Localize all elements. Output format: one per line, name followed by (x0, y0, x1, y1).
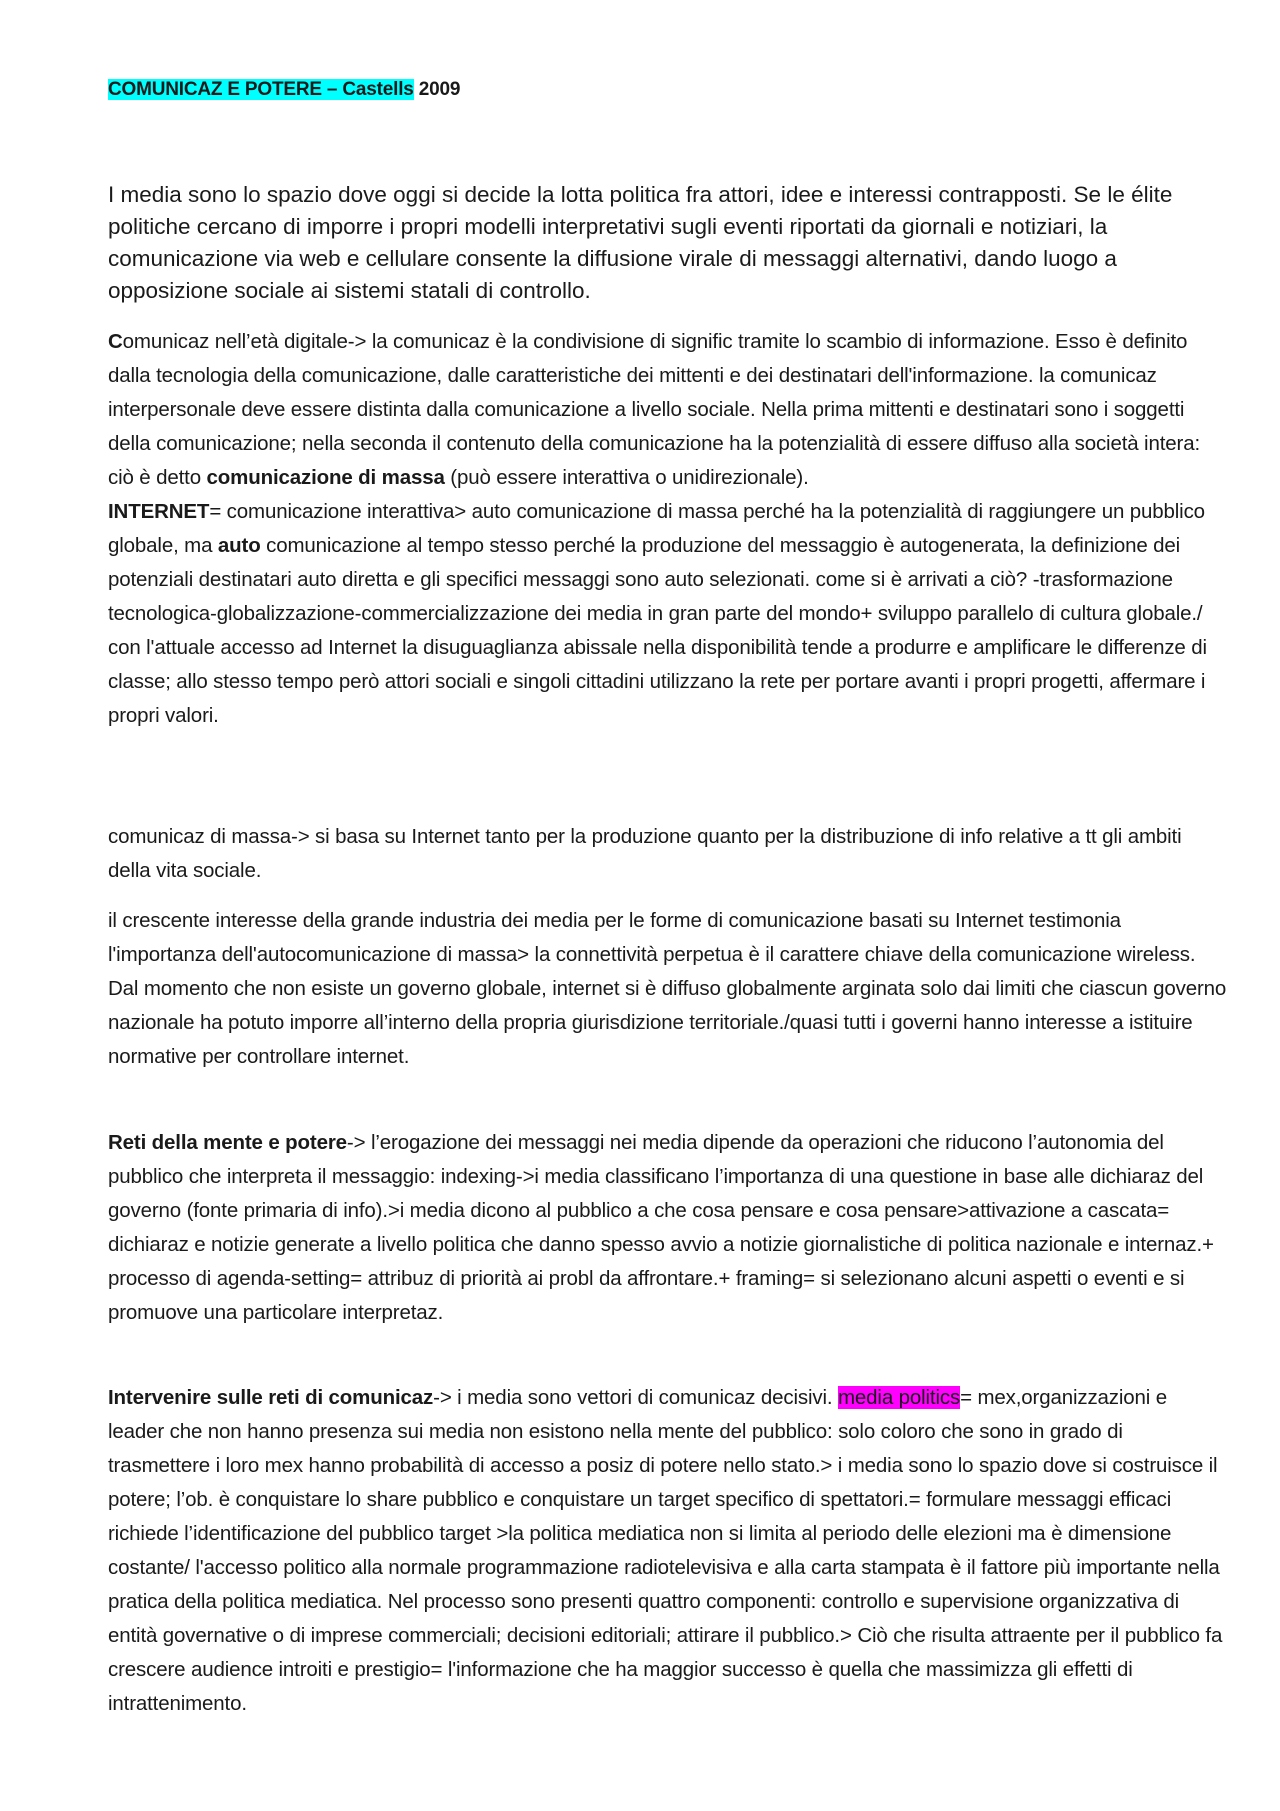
term-internet: INTERNET (108, 500, 210, 523)
paragraph-comunicaz-eta-digitale (108, 325, 1228, 733)
p3-text-a: il crescente interesse della grande industria dei media per le forme di comunicazione basati su Internet testimonia l'importanza dell'autocomunicazione di massa> la connettività perpetua è il carattere chiave della comunicazione wireless. (108, 909, 1196, 966)
p1-text-d: comunicazione al tempo stesso perché la produzione del messaggio è autogenerata, la definizione dei potenziali destinatari auto diretta e gli specifici messaggi sono auto selezionati. come si è arrivati a ciò? -trasformazione tecnologica-globalizzazione-commercializzazione dei media in gran parte del mondo+ sviluppo parallelo di cultura globale./ con l'attuale accesso ad Internet la disuguaglianza abissale nella disponibilità tende a produrre e amplificare le differenze di classe; allo stesso tempo però attori sociali e singoli cittadini utilizzano la rete per portare avanti i propri progetti, affermare i propri valori. (108, 534, 1207, 727)
term-auto: auto (217, 534, 261, 557)
paragraph-intervenire-sulle-reti (108, 1381, 1228, 1721)
document-title (108, 79, 460, 101)
p1-text-c: = comunicazione interattiva> auto comunicazione di massa perché ha la potenzialità di raggiungere un pubblico globale, ma (108, 500, 1205, 557)
paragraph-industria-media (108, 904, 1228, 1074)
title-year: 2009 (418, 79, 461, 100)
term-comunicazione-di-massa: comunicazione di massa (206, 466, 445, 489)
paragraph-comunicaz-di-massa: comunicaz di massa-> si basa su Internet tanto per la produzione quanto per la distribuzione di info relative a tt gli ambiti della vita sociale. (108, 825, 1182, 882)
p1-text-a: omunicaz nell’età digitale-> la comunicaz è la condivisione di signific tramite lo scambio di informazione. Esso è definito dalla tecnologia della comunicazione, dalle caratteristiche dei mittenti e dei destinatari dell'informazione. la comunicaz interpersonale deve essere distinta dalla comunicazione a livello sociale. Nella prima mittenti e destinatari sono i soggetti della comunicazione; nella seconda il contenuto della comunicazione ha la potenzialità di essere diffuso alla società intera: ciò è detto (108, 330, 1200, 489)
heading-reti-della-mente: Reti della mente e potere (108, 1131, 347, 1154)
term-media-politics-highlight: media politics (837, 1386, 961, 1409)
p5-text-a: -> i media sono vettori di comunicaz decisivi. (433, 1386, 838, 1409)
paragraph-reti-della-mente (108, 1126, 1228, 1330)
p1-text-b: (può essere interattiva o unidirezionale). (444, 466, 809, 489)
heading-intervenire-reti: Intervenire sulle reti di comunicaz (108, 1386, 434, 1409)
intro-paragraph: I media sono lo spazio dove oggi si decide la lotta politica fra attori, idee e interessi contrapposti. Se le élite politiche cercano di imporre i propri modelli interpretativi sugli eventi riportati da giornali e notiziari, la comunicazione via web e cellulare consente la diffusione virale di messaggi alternativi, dando luogo a opposizione sociale ai sistemi statali di controllo. (108, 182, 1173, 303)
drop-letter: C (108, 330, 123, 353)
p3-text-b: Dal momento che non esiste un governo globale, internet si è diffuso globalmente arginata solo dai limiti che ciascun governo nazionale ha potuto imporre all’interno della propria giurisdizione territoriale./quasi tutti i governi hanno interesse a istituire normative per controllare internet. (108, 977, 1227, 1068)
title-highlight: COMUNICAZ E POTERE – Castells (108, 79, 414, 100)
p5-text-b: = mex,organizzazioni e leader che non hanno presenza sui media non esistono nella mente del pubblico: solo coloro che sono in grado di trasmettere i loro mex hanno probabilità di accesso a posiz di potere nello stato.> i media sono lo spazio dove si costruisce il potere; l’ob. è conquistare lo share pubblico e conquistare un target specifico di spettatori.= formulare messaggi efficaci richiede l’identificazione del pubblico target >la politica mediatica non si limita al periodo delle elezioni ma è dimensione costante/ l'accesso politico alla normale programmazione radiotelevisiva e alla carta stampata è il fattore più importante nella pratica della politica mediatica. Nel processo sono presenti quattro componenti: controllo e supervisione organizzativa di entità governative o di imprese commerciali; decisioni editoriali; attirare il pubblico.> Ciò che risulta attraente per il pubblico fa crescere audience introiti e prestigio= l'informazione che ha maggior successo è quella che massimizza gli effetti di intrattenimento. (108, 1386, 1223, 1715)
p4-text: -> l’erogazione dei messaggi nei media dipende da operazioni che riducono l’autonomia del pubblico che interpreta il messaggio: indexing->i media classificano l’importanza di una questione in base alle dichiaraz del governo (fonte primaria di info).>i media dicono al pubblico a che cosa pensare e cosa pensare>attivazione a cascata= dichiaraz e notizie generate a livello politica che danno spesso avvio a notizie giornalistiche di politica nazionale e internaz.+ processo di agenda-setting= attribuz di priorità ai probl da affrontare.+ framing= si selezionano alcuni aspetti o eventi e si promuove una particolare interpretaz. (108, 1131, 1214, 1324)
